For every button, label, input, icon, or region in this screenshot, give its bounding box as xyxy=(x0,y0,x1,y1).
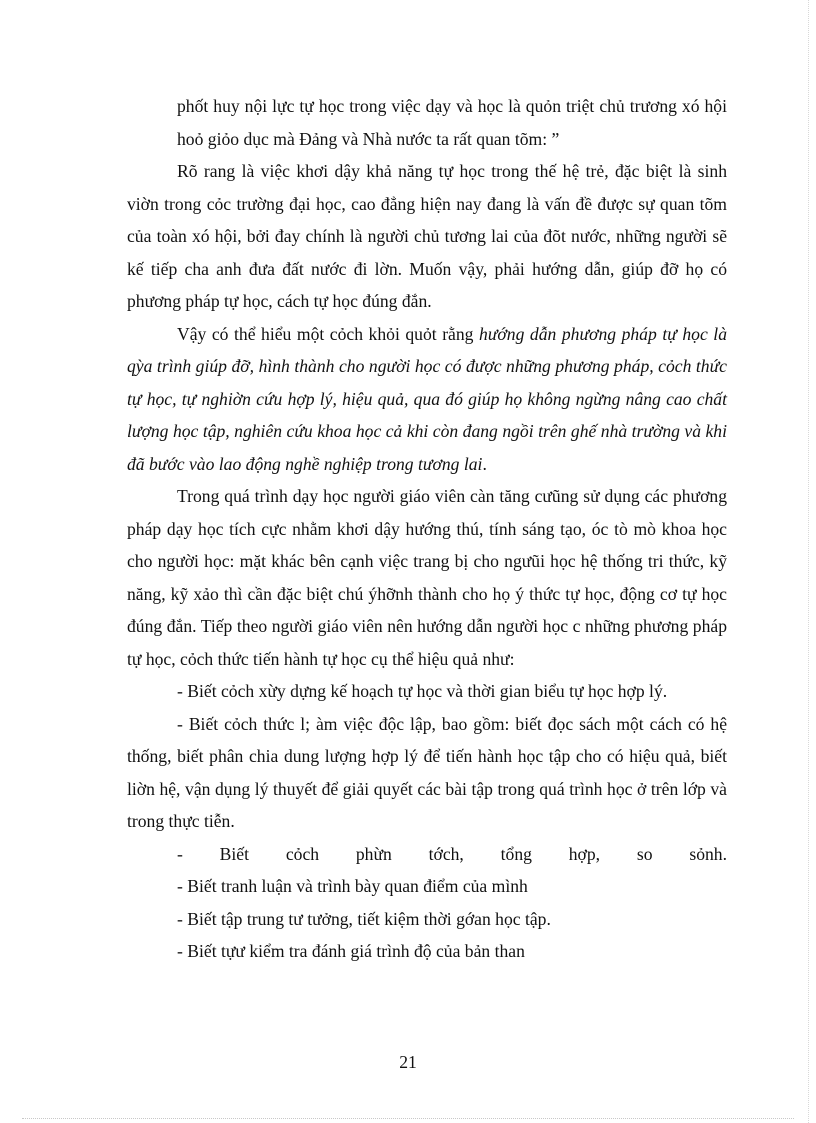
list-item-text: - Biết tranh luận và trình bày quan điểm của mình xyxy=(177,876,528,896)
list-item xyxy=(127,870,727,903)
paragraph-continuation xyxy=(127,90,727,155)
list-item xyxy=(127,838,727,871)
list-item-text: - Biết tựư kiểm tra đánh giá trình độ của bản than xyxy=(177,941,525,961)
paragraph-text: Rõ rang là việc khơi dậy khả năng tự học trong thế hệ trẻ, đặc biệt là sinh viờn trong cỏc trường đại học, cao đẳng hiện nay đang là vấn đề được sự quan tõm của toàn xó hội, bởi đay chính là người chủ tương lai của đõt nước, những người sẽ kế tiếp cha anh đưa đất nước đi lờn. Muốn vậy, phải hướng dẫn, giúp đỡ họ có phương pháp tự học, cách tự học đúng đắn. xyxy=(127,161,727,311)
paragraph-definition xyxy=(127,318,727,481)
list-item xyxy=(127,708,727,838)
list-item-text: - Biết tập trung tư tưởng, tiết kiệm thời gớan học tập. xyxy=(177,908,551,929)
list-item-text: - Biết cỏch phừn tớch, tổng hợp, so sỏnh. xyxy=(177,843,727,864)
paragraph-tail: . xyxy=(482,453,487,474)
paragraph-self-study-awareness xyxy=(127,155,727,318)
page-right-rule xyxy=(808,0,809,1123)
list-item xyxy=(127,903,727,936)
list-item-text: - Biết cỏch thức l; àm việc độc lập, bao gồm: biết đọc sách một cách có hệ thống, biết phân chia dung lượng hợp lý để tiến hành học tập cho có hiệu quả, biết liờn hệ, vận dụng lý thuyết để giải quyết các bài tập trong quá trình học ở trên lớp và trong thực tiễn. xyxy=(127,713,727,831)
paragraph-text: Trong quá trình dạy học người giáo viên càn tăng cưũng sử dụng các phương pháp dạy học tích cực nhằm khơi dậy hướng thú, tính sáng tạo, óc tò mò khoa học cho người học: mặt khác bên cạnh việc trang bị cho ngưũi học hệ thống tri thức, kỹ năng, kỹ xảo thì cần đặc biệt chú ýhỡnh thành cho họ ý thức tự học, động cơ tự học đúng đắn. Tiếp theo người giáo viên nên hướng dẫn người học c những phương pháp tự học, cỏch thức tiến hành tự học cụ thể hiệu quả như: xyxy=(127,486,727,669)
list-item-text: - Biết cỏch xừy dựng kế hoạch tự học và thời gian biểu tự học hợp lý. xyxy=(177,681,668,701)
paragraph-teaching-process xyxy=(127,480,727,675)
paragraph-text: phốt huy nội lực tự học trong việc dạy và học là quỏn triệt chủ trương xó hội hoỏ giỏo dục mà Đảng và Nhà nước ta rất quan tõm: ” xyxy=(177,96,727,149)
page-bottom-rule xyxy=(22,1118,794,1119)
body-text xyxy=(127,90,727,968)
definition-italic: hướng dẫn phương pháp tự học là qỳa trình giúp đỡ, hình thành cho người học có được những phương pháp, cỏch thức tự học, tự nghiờn cứu hợp lý, hiệu quả, qua đó giúp họ không ngừng nâng cao chất lượng học tập, nghiên cứu khoa học cả khi còn đang ngồi trên ghế nhà trường và khi đã bước vào lao động nghề nghiệp trong tương lai xyxy=(127,323,727,474)
list-item xyxy=(127,675,727,708)
page-number: 21 xyxy=(399,1052,417,1072)
list-item xyxy=(127,935,727,968)
paragraph-lead: Vậy có thể hiểu một cỏch khỏi quỏt rằng xyxy=(177,323,480,344)
